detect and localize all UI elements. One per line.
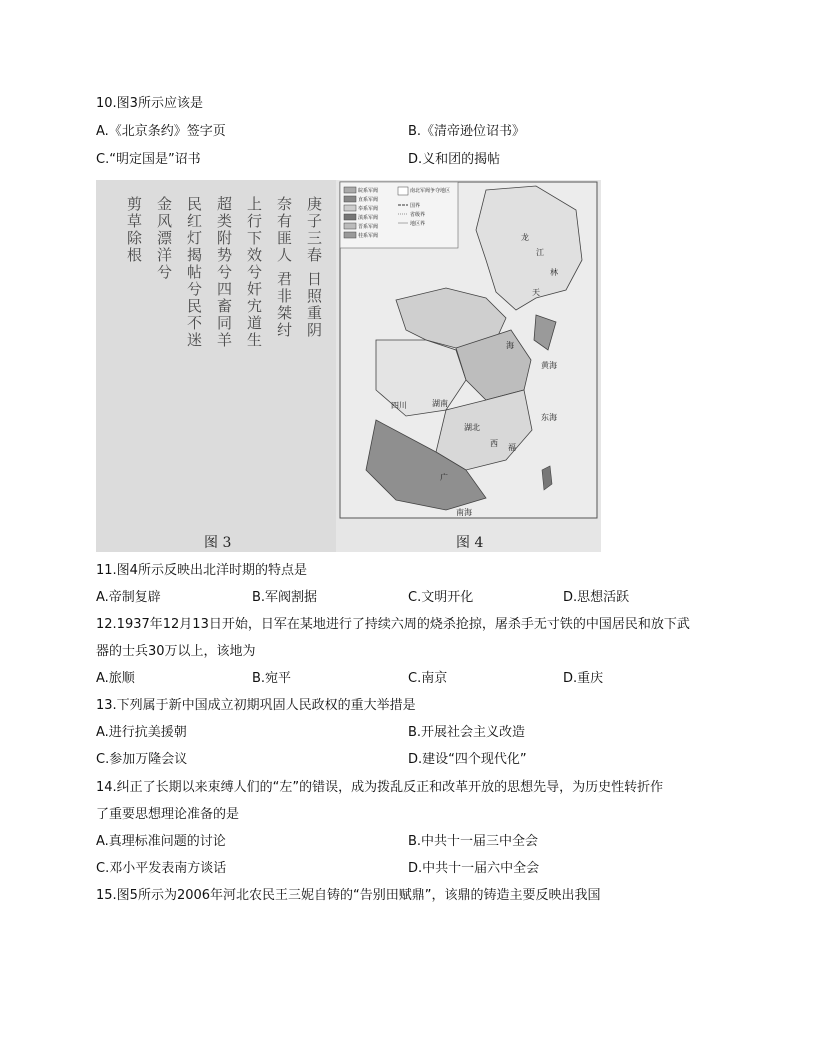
warlord-map-graphic xyxy=(336,180,601,552)
legend-guangxi: 桂系军阀 xyxy=(358,233,379,239)
q15-stem: 15.图5所示为2006年河北农民王三妮自铸的“告别田赋鼎”，该鼎的铸造主要反映出我国 xyxy=(96,888,601,903)
q11-option-d: D.思想活跃 xyxy=(563,590,630,605)
q13-option-a: A.进行抗美援朝 xyxy=(96,725,187,740)
fig3-column-1: 庚子三春 日照重阴 xyxy=(305,196,323,339)
map-legend xyxy=(340,182,458,248)
q14-option-a: A.真理标准问题的讨论 xyxy=(96,834,226,849)
q10-option-d: D.义和团的揭帖 xyxy=(408,152,501,167)
fig3-column-4: 超类附势兮四畜同羊 xyxy=(215,196,233,349)
map-label-jiang: 江 xyxy=(536,248,544,257)
q14-option-c: C.邓小平发表南方谈话 xyxy=(96,861,227,876)
q13-option-d: D.建设“四个现代化” xyxy=(408,752,527,767)
q11-option-b: B.军阀割据 xyxy=(252,590,318,605)
fig3-column-2: 奈有匪人 君非桀纣 xyxy=(275,196,293,339)
q12-stem-line-1: 12.1937年12月13日开始，日军在某地进行了持续六周的烧杀抢掠，屠杀手无寸铁的中国居民和放下武 xyxy=(96,617,690,632)
q13-stem: 13.下列属于新中国成立初期巩固人民政权的重大举措是 xyxy=(96,698,416,713)
fig3-column-3: 上行下效兮奸宄道生 xyxy=(245,196,263,349)
fig3-column-6: 金风漂洋兮 xyxy=(155,196,173,281)
map-label-fengtian: 天 xyxy=(532,288,540,297)
q14-option-b: B.中共十一届三中全会 xyxy=(408,834,539,849)
q12-option-a: A.旅顺 xyxy=(96,671,135,686)
q14-stem-line-2: 了重要思想理论准备的是 xyxy=(96,807,240,822)
q13-option-b: B.开展社会主义改造 xyxy=(408,725,526,740)
map-label-east-sea: 东海 xyxy=(541,413,557,422)
fig3-column-7: 剪草除根 xyxy=(125,196,143,264)
q12-stem-line-2: 器的士兵30万以上，该地为 xyxy=(96,644,256,659)
q11-stem: 11.图4所示反映出北洋时期的特点是 xyxy=(96,563,307,578)
q14-stem-line-1: 14.纠正了长期以来束缚人们的“左”的错误，成为拨乱反正和改革开放的思想先导，为历史性转折作 xyxy=(96,780,664,795)
q10-stem: 10.图3所示应该是 xyxy=(96,96,203,111)
q10-option-c: C.“明定国是”诏书 xyxy=(96,152,201,167)
figures-3-4 xyxy=(96,180,601,552)
map-label-heilongjiang: 龙 xyxy=(521,233,529,242)
legend-contested: 南北军阀争夺地区 xyxy=(410,188,451,194)
map-label-jilin: 林 xyxy=(550,268,558,277)
legend-yunnan: 滇系军阀 xyxy=(358,215,379,221)
q12-option-c: C.南京 xyxy=(408,671,448,686)
q10-option-b: B.《清帝逊位诏书》 xyxy=(408,124,526,139)
map-label-fujian: 福 xyxy=(508,443,516,452)
map-label-yellow-sea: 黄海 xyxy=(541,361,557,370)
figure-3-handbill-photo xyxy=(96,180,336,552)
q11-option-c: C.文明开化 xyxy=(408,590,474,605)
map-label-hubei: 湖北 xyxy=(464,423,480,432)
map-label-guangdong: 广 xyxy=(440,473,448,482)
q10-option-a: A.《北京条约》签字页 xyxy=(96,124,226,139)
map-label-bohai: 海 xyxy=(506,341,514,350)
figure-4-caption: 图 4 xyxy=(456,535,484,551)
map-label-hunan: 湖南 xyxy=(432,399,448,408)
q11-option-a: A.帝制复辟 xyxy=(96,590,161,605)
legend-region-border: 地区界 xyxy=(410,221,426,227)
map-label-south-sea: 南海 xyxy=(456,508,472,517)
legend-fengtian: 奉系军阀 xyxy=(358,206,379,212)
q12-option-d: D.重庆 xyxy=(563,671,604,686)
q12-option-b: B.宛平 xyxy=(252,671,292,686)
legend-national-border: 国界 xyxy=(410,203,421,209)
q14-option-d: D.中共十一届六中全会 xyxy=(408,861,540,876)
map-label-sichuan: 四川 xyxy=(391,401,407,410)
map-label-xi: 西 xyxy=(490,439,498,448)
figure-3-caption: 图 3 xyxy=(204,535,232,551)
figure-4-map xyxy=(336,180,601,552)
legend-provincial-border: 省级界 xyxy=(410,212,426,218)
legend-shanxi: 晋系军阀 xyxy=(358,224,379,230)
q13-option-c: C.参加万隆会议 xyxy=(96,752,188,767)
legend-anhui: 皖系军阀 xyxy=(358,188,379,194)
fig3-column-5: 民红灯揭帖兮民不迷 xyxy=(185,196,203,349)
legend-zhili: 直系军阀 xyxy=(358,197,379,203)
